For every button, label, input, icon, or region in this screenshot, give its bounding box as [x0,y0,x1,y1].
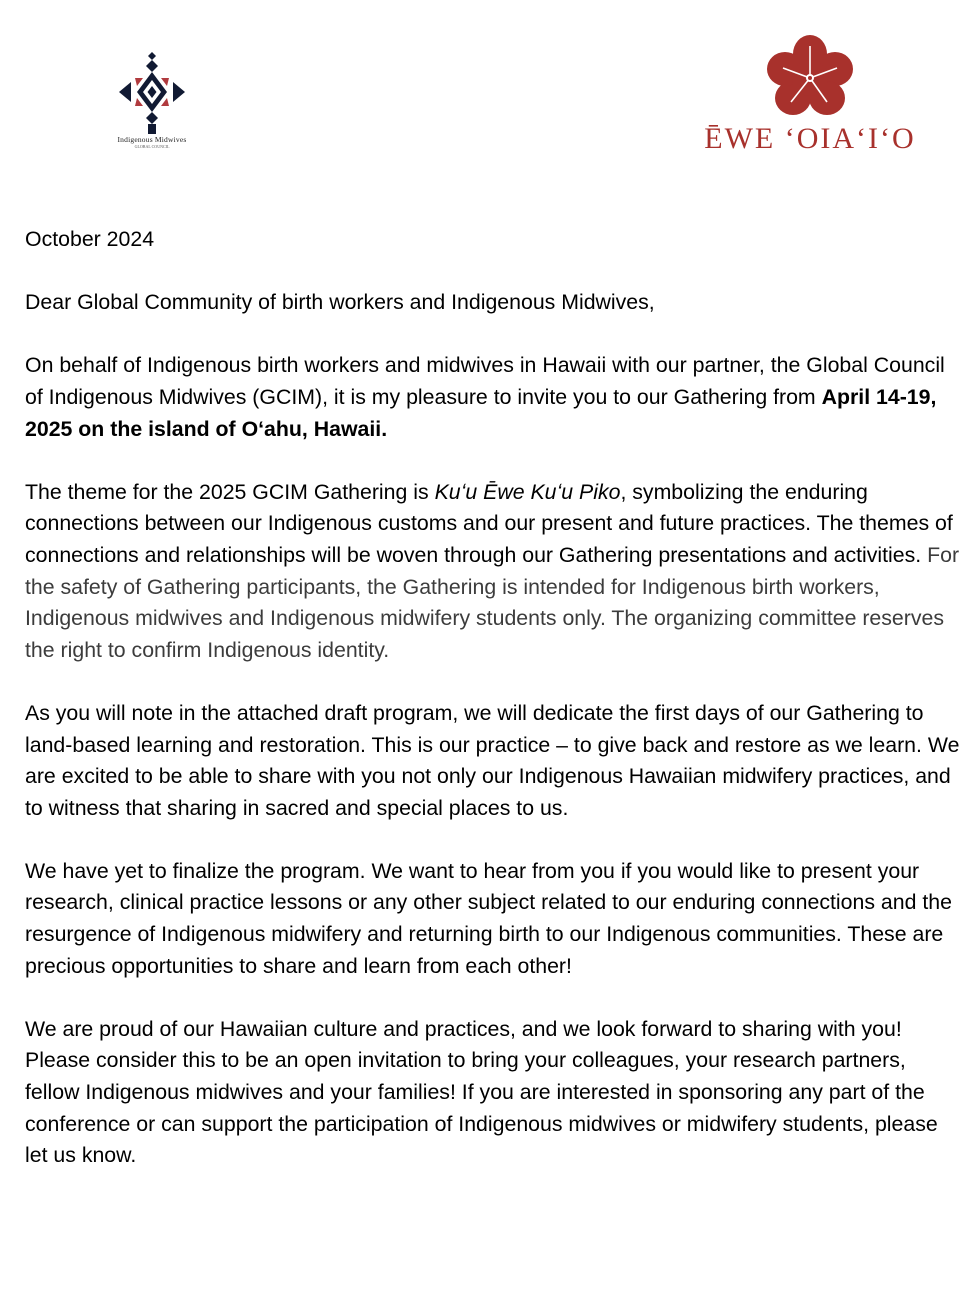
letterhead [0,0,980,200]
paragraph-invitation [25,350,965,445]
ewe-oiaio-logo [700,34,920,164]
theme-name: Kuʻu Ēwe Kuʻu Piko [434,479,621,504]
event-dates-location: April 14-19, 2025 on the island of Oʻahu, Hawaii. [25,384,937,441]
hibiscus-flower-icon [765,34,855,118]
indigenous-midwives-emblem-icon [117,50,187,134]
indigenous-midwives-logo-subtitle: GLOBAL COUNCIL [134,144,170,149]
theme-intro: The theme for the 2025 GCIM Gathering is [25,479,435,504]
letter-salutation: Dear Global Community of birth workers and Indigenous Midwives, [25,290,655,315]
paragraph-theme [25,477,965,667]
letter-date: October 2024 [25,227,155,251]
letter-body [25,224,965,1203]
paragraph-call-for-presentations: We have yet to finalize the program. We want to hear from you if you would like to present your research, clinical practice lessons or any other subject related to our enduring connections and the resurgence of Indigenous midwifery and returning birth to our Indigenous communities. These are precious opportunities to share and learn from each other! [25,858,952,978]
indigenous-midwives-logo [104,50,200,150]
theme-description: , symbolizing the enduring connections between our Indigenous customs and our present and future practices. The themes of connections and relationships will be woven through our Gathering presentations and activities. [25,479,953,567]
safety-notice: For the safety of Gathering participants, the Gathering is intended for Indigenous birth workers, Indigenous midwives and Indigenous midwifery students only. The organizing committee reserves the right to confirm Indigenous identity. [25,542,960,662]
paragraph-land-based-learning: As you will note in the attached draft program, we will dedicate the first days of our Gathering to land-based learning and restoration. This is our practice – to give back and restore as we learn. We are excited to be able to share with you not only our Indigenous Hawaiian midwifery practices, and to witness that sharing in sacred and special places to us. [25,700,960,820]
paragraph-open-invitation: We are proud of our Hawaiian culture and practices, and we look forward to sharing with you! Please consider this to be an open invitation to bring your colleagues, your research partners, fellow Indigenous midwives and your families! If you are interested in sponsoring any part of the conference or can support the participation of Indigenous midwives or midwifery students, please let us know. [25,1016,938,1168]
ewe-oiaio-wordmark: ĒWE ʻOIAʻIʻO [704,122,916,155]
indigenous-midwives-logo-name: Indigenous Midwives [117,135,187,144]
invitation-text: On behalf of Indigenous birth workers and midwives in Hawaii with our partner, the Global Council of Indigenous Midwives (GCIM), it is my pleasure to invite you to our Gathering from [25,353,945,409]
